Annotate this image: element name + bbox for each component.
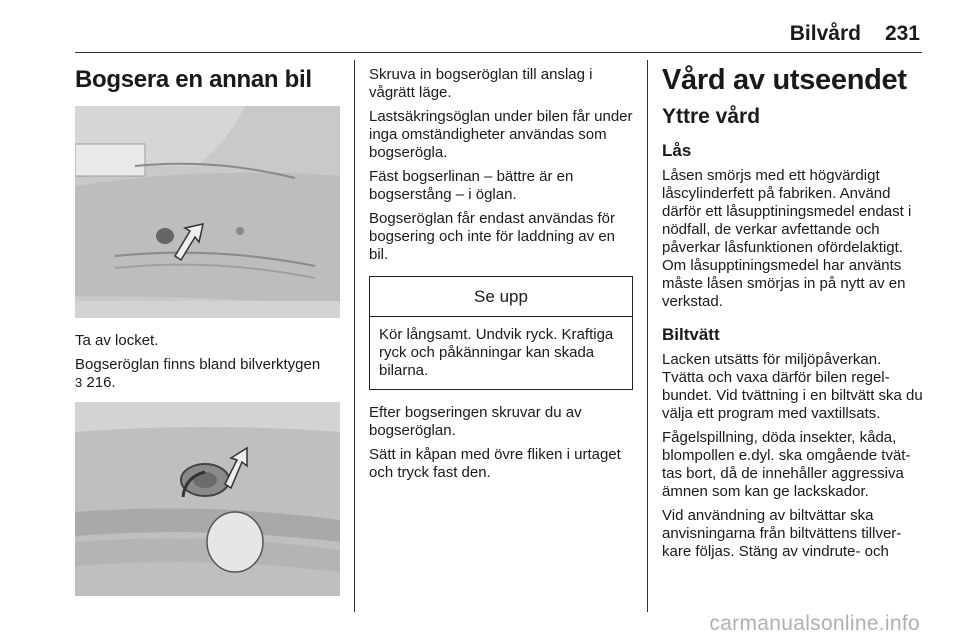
caution-box	[369, 276, 633, 390]
chapter-heading: Vård av utseendet	[662, 64, 907, 96]
car-wash-heading: Biltvätt	[662, 325, 720, 344]
paragraph: Sätt in kåpan med övre fliken i urtaget och tryck fast den.	[369, 446, 621, 481]
watermark: carmanualsonline.info	[709, 612, 920, 635]
column-middle	[369, 60, 633, 488]
paragraph: Vid användning av biltvättar ska anvisningarna från biltvättens tillverkare följas. Stäng av vindrute- och	[662, 507, 902, 560]
caution-title: Se upp	[370, 277, 632, 317]
header-rule	[75, 52, 922, 53]
paragraph: Fäst bogserlinan – bättre är en bogserstång – i öglan.	[369, 168, 574, 203]
column-divider	[647, 60, 648, 612]
tow-eye-location	[75, 356, 340, 392]
paragraph: Efter bogseringen skruvar du av bogseröglan.	[369, 404, 582, 439]
paragraph: Lacken utsätts för miljöpåverkan. Tvätta och vaxa därför bilen regelbundet. Vid tvättning i en biltvätt ska du välja ett program med vaxtillsats.	[662, 351, 923, 422]
paragraph: Lastsäkringsöglan under bilen får under inga omständigheter användas som bogserögla.	[369, 108, 633, 161]
column-divider	[354, 60, 355, 612]
paragraph: Låsen smörjs med ett högvärdigt låscylinderfett på fabriken. Använd därför ett låsupptiningsmedel endast i nödfall, de verkar avfettande och påverkar låsfunktionen ofördelaktigt. Om låsupptiningsmedel har använts måste låsen smörjas in på nytt av en verkstad.	[662, 167, 912, 310]
paragraph: Skruva in bogseröglan till anslag i vågrätt läge.	[369, 66, 593, 101]
section-heading: Bogsera en annan bil	[75, 66, 312, 93]
caution-text: Kör långsamt. Undvik ryck. Kraftiga ryck och påkänningar kan skada bilarna.	[379, 326, 614, 379]
page-header	[790, 22, 920, 46]
page-number: 231	[884, 22, 920, 45]
paragraph: Bogseröglan får endast användas för bogsering och inte för laddning av en bil.	[369, 210, 616, 263]
locks-heading: Lås	[662, 141, 692, 160]
subheading: Yttre vård	[662, 105, 761, 128]
caption-remove-cover: Ta av locket.	[75, 332, 159, 349]
paragraph: Fågelspillning, döda insekter, kåda, blompollen e.dyl. ska omgående tvättas bort, då de innehåller aggressiva ämnen som kan ge lackskador.	[662, 429, 911, 500]
column-left	[75, 60, 340, 596]
illustration-rear-bumper-cover	[75, 106, 340, 318]
page-ref-icon: 3	[75, 375, 83, 390]
page-ref[interactable]: 216.	[86, 374, 116, 391]
column-right	[662, 60, 924, 567]
tow-eye-location-text: Bogseröglan finns bland bilverktygen	[75, 356, 321, 373]
section-title: Bilvård	[789, 22, 861, 45]
illustration-tow-eye	[75, 402, 340, 596]
